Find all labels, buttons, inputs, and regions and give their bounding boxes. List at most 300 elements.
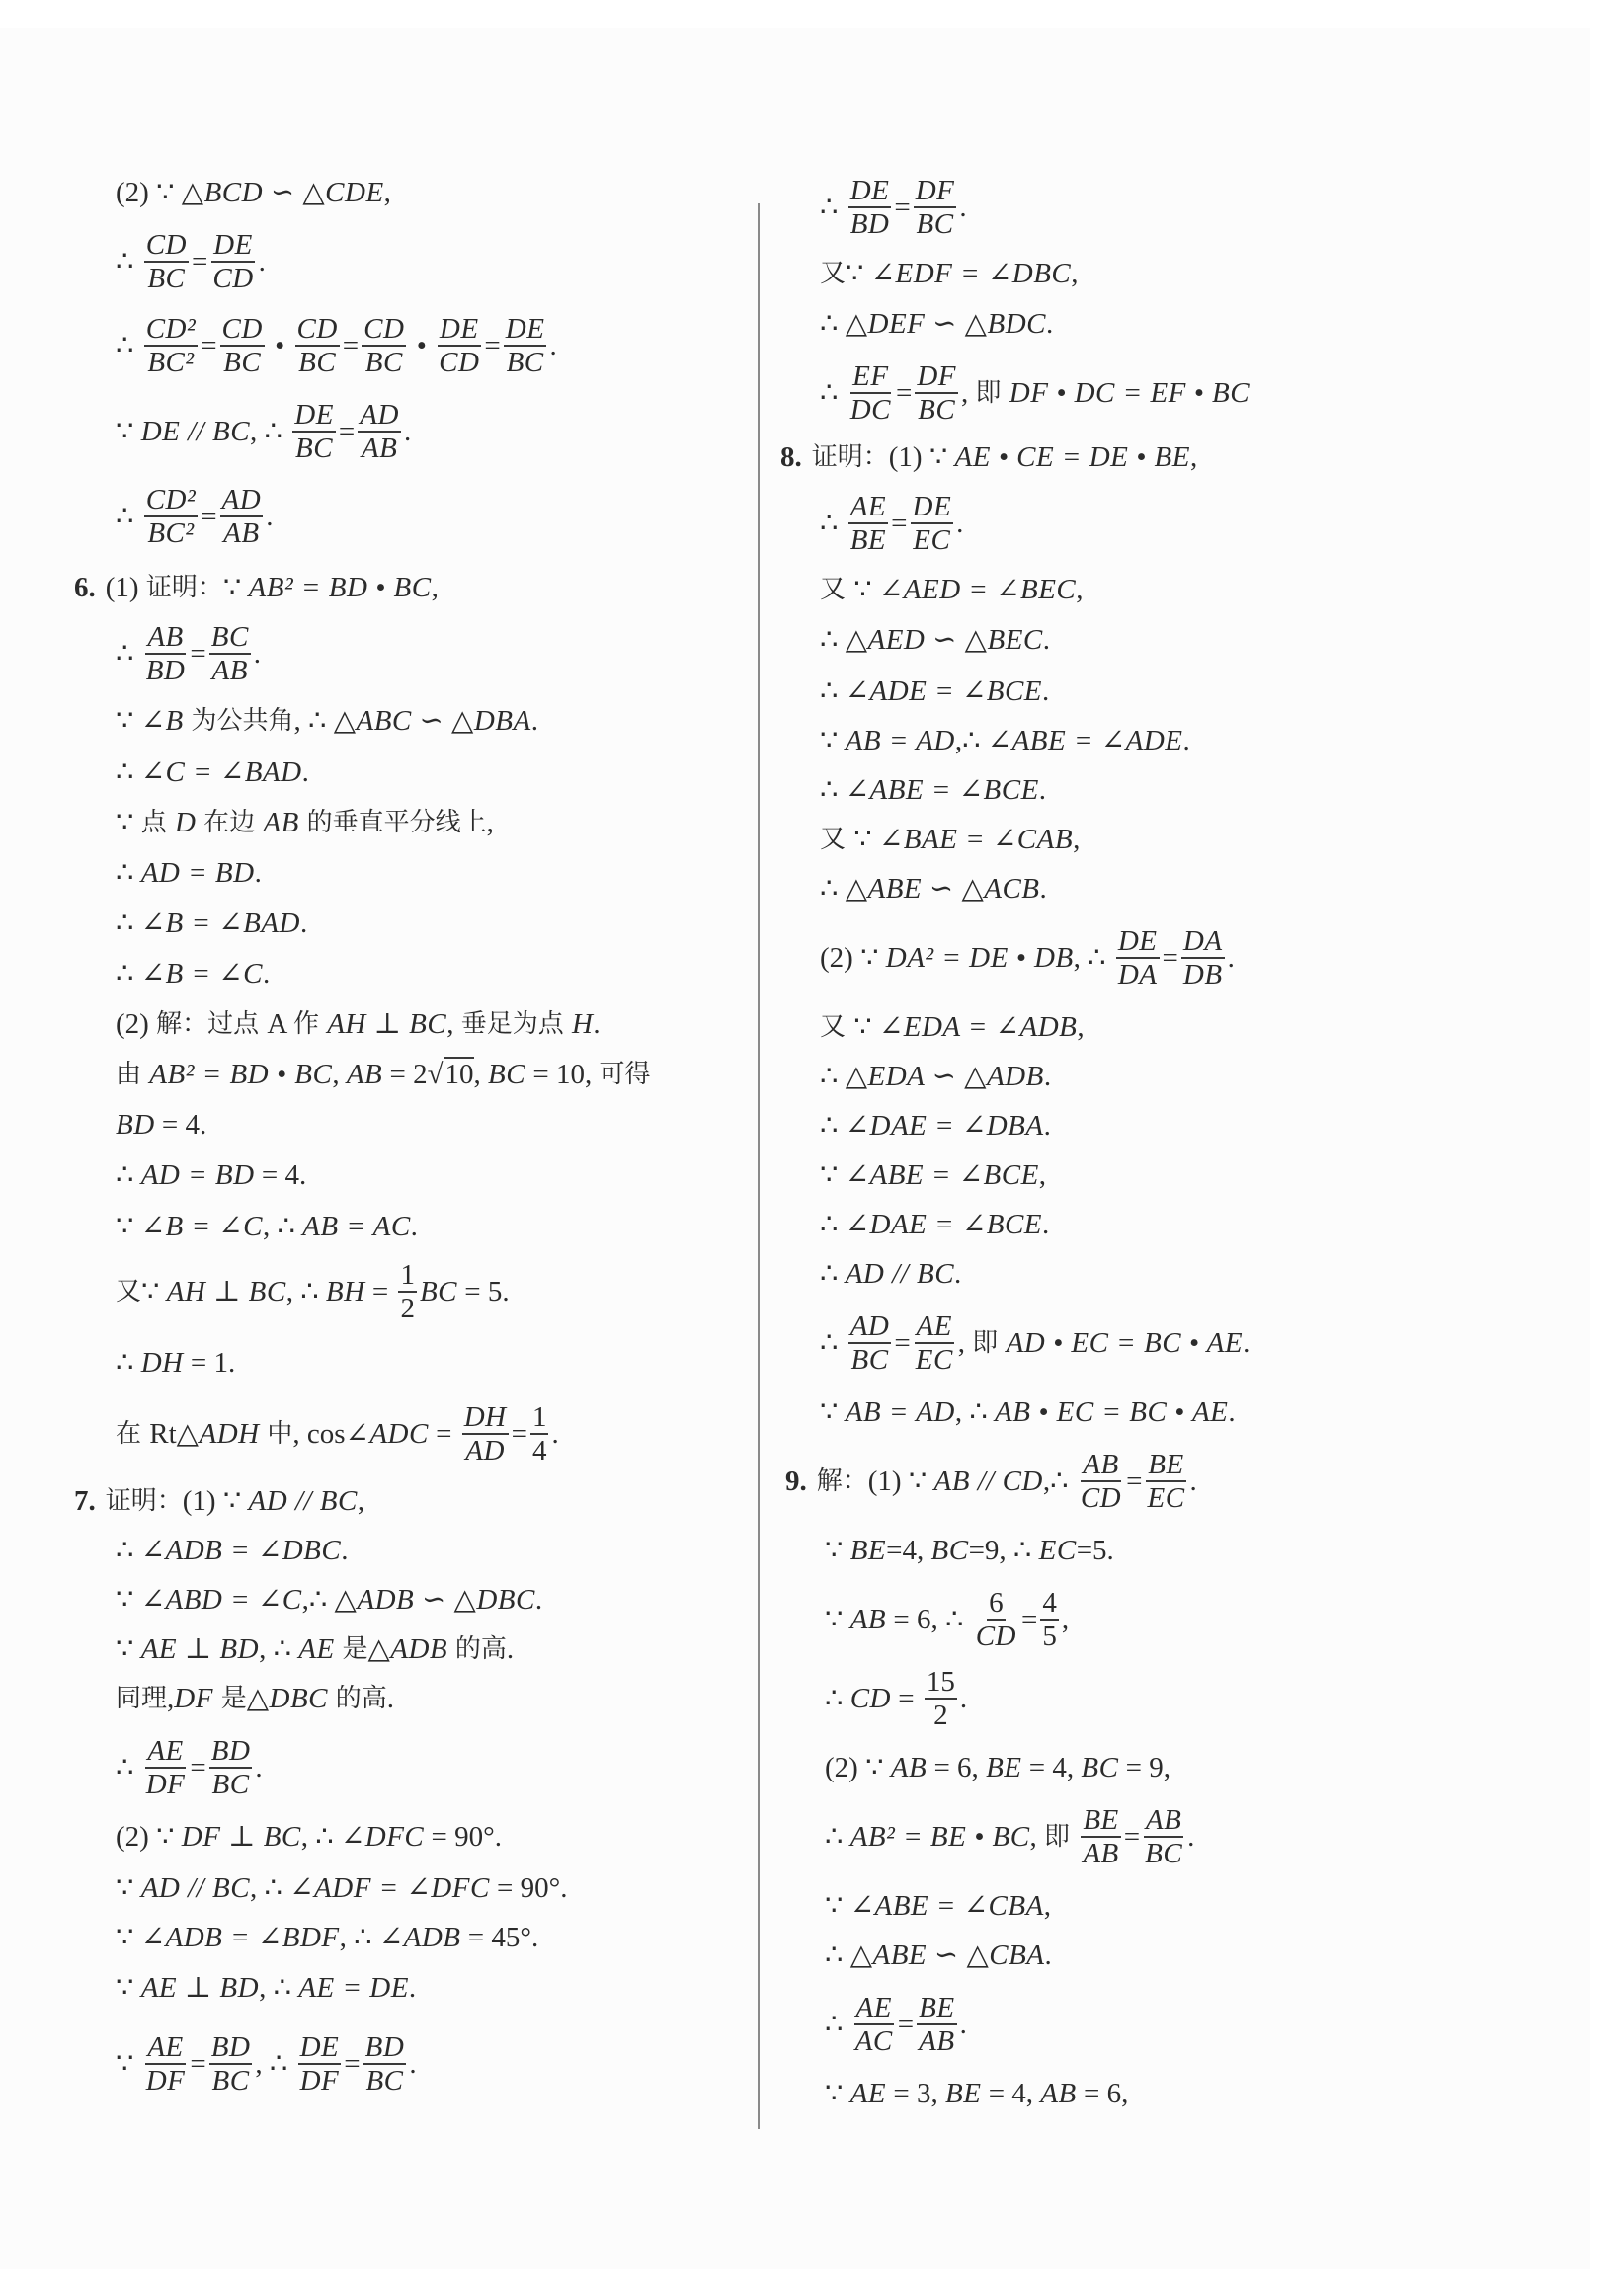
math-expression: △BCD ∽ △CDE: [181, 177, 384, 208]
text: =9, ∴: [968, 1535, 1039, 1566]
text: ,: [1029, 1821, 1045, 1853]
math-expression: AB: [263, 807, 307, 838]
text: =: [891, 508, 908, 539]
denominator: BC: [298, 347, 337, 378]
solution-line: [116, 1006, 601, 1042]
text: .: [954, 1258, 962, 1290]
numerator: BE: [1148, 1449, 1184, 1480]
math-expression: AB • EC = BC • AE: [995, 1396, 1229, 1428]
radicand: 10: [444, 1059, 474, 1090]
numerator: DE: [912, 491, 952, 522]
text: , ∴: [285, 1276, 326, 1307]
text: = 9,: [1118, 1752, 1171, 1783]
denominator: EC: [1147, 1482, 1185, 1514]
problem-number: 7.: [74, 1485, 96, 1517]
math-expression: BE: [849, 1535, 887, 1566]
text: , ∴: [339, 1922, 379, 1953]
numerator: BD: [210, 2031, 251, 2063]
text: =: [894, 1327, 911, 1359]
solution-line: [785, 1449, 1197, 1514]
denominator: CD: [212, 263, 254, 294]
solution-line: [820, 622, 1050, 658]
text: ,: [1189, 441, 1198, 473]
denominator: DF: [145, 1769, 186, 1800]
text: .: [549, 330, 557, 361]
denominator: CD: [975, 1621, 1016, 1652]
text: ,: [431, 572, 439, 603]
chinese-text: 在边: [203, 808, 264, 837]
denominator: 4: [531, 1435, 547, 1466]
solution-line: [825, 1804, 1194, 1869]
text: ∵: [116, 1584, 141, 1616]
text: ∴: [820, 1327, 846, 1359]
text: = 45°.: [460, 1922, 539, 1953]
solution-line: [825, 2076, 1128, 2111]
math-expression: ∠B = ∠C: [140, 1211, 263, 1242]
fraction: [209, 2031, 253, 2097]
numerator: AB: [147, 621, 184, 653]
numerator: BD: [210, 1735, 251, 1767]
math-expression: ∠ADC: [345, 1418, 429, 1450]
text: ,: [1061, 1604, 1070, 1635]
chinese-text: 证明：: [145, 573, 223, 602]
denominator: BC: [295, 433, 334, 464]
text: = 1.: [183, 1347, 236, 1379]
text: ∴: [116, 1535, 141, 1566]
numerator: DA: [1182, 925, 1223, 957]
text: ,: [332, 1059, 347, 1090]
text: =: [511, 1418, 527, 1450]
math-expression: AD // BC: [248, 1485, 358, 1517]
text: .: [255, 1752, 263, 1783]
text: ∴: [116, 756, 141, 788]
numerator: AD: [221, 484, 262, 515]
solution-line: [825, 1533, 1114, 1568]
solution-line: [825, 1750, 1170, 1785]
text: .: [1039, 873, 1047, 905]
fraction: [915, 360, 958, 426]
solution-line: [116, 855, 262, 891]
fraction: [437, 313, 481, 378]
text: (2) ∵: [820, 942, 886, 974]
denominator: 2: [933, 1700, 948, 1731]
text: ,: [383, 177, 391, 208]
text: ∵: [853, 574, 879, 605]
chinese-text: 的垂直平分线上: [306, 808, 487, 837]
chinese-text: 在: [116, 1419, 150, 1449]
denominator: AB: [211, 655, 248, 686]
numerator: BD: [364, 2031, 405, 2063]
denominator: BC: [211, 1769, 250, 1800]
solution-line: [820, 1256, 961, 1292]
math-expression: ∠EDF = ∠DBC: [870, 258, 1072, 289]
math-expression: D: [174, 807, 204, 838]
fraction: [1079, 1449, 1123, 1514]
text: ∵: [825, 1890, 850, 1922]
text: (2) ∵: [116, 177, 182, 208]
text: ∴: [820, 774, 846, 806]
numerator: DE: [849, 175, 890, 206]
solution-line: [116, 1057, 650, 1092]
text: ∴: [825, 1940, 850, 1971]
math-expression: BC: [1081, 1752, 1119, 1783]
math-expression: AB: [346, 1059, 383, 1090]
chinese-text: 点: [140, 808, 175, 837]
text: ∵: [825, 2078, 850, 2109]
text: .: [1038, 774, 1047, 806]
math-expression: AE • CE = DE • BE: [954, 441, 1190, 473]
math-expression: ∠B: [140, 705, 192, 737]
solution-line: [825, 1888, 1051, 1924]
math-expression: AE ⊥ BD: [140, 1972, 260, 2004]
math-expression: ∠ABE = ∠ADE: [987, 725, 1183, 756]
text: = 90°.: [424, 1821, 502, 1853]
solution-line: [116, 1970, 416, 2006]
fraction: [295, 313, 340, 378]
solution-line: [820, 1157, 1046, 1193]
text: =: [484, 330, 501, 361]
fraction: [144, 229, 189, 294]
numerator: DE: [439, 313, 479, 345]
chinese-text: 证明：: [105, 1486, 183, 1516]
numerator: AE: [849, 491, 887, 522]
fraction: [914, 175, 957, 240]
denominator: BC: [223, 347, 262, 378]
denominator: BD: [145, 655, 186, 686]
numerator: DH: [463, 1401, 507, 1433]
text: =: [190, 2048, 206, 2080]
solution-line: [116, 621, 261, 686]
fraction: [209, 1735, 253, 1800]
math-expression: △DBC: [246, 1683, 336, 1714]
numerator: CD: [221, 313, 263, 345]
solution-line: [116, 906, 307, 941]
text: .: [403, 416, 412, 447]
solution-line: [825, 1992, 967, 2057]
fraction: [144, 2031, 188, 2097]
text: (1) ∵: [867, 1465, 934, 1497]
fraction: [925, 1666, 957, 1731]
solution-line: [116, 1735, 263, 1800]
solution-line: [116, 1157, 306, 1193]
text: ∵: [222, 572, 249, 603]
text: =: [201, 330, 217, 361]
numerator: AD: [849, 1310, 890, 1342]
fraction: [398, 1259, 417, 1324]
denominator: AB: [1083, 1838, 1119, 1869]
fraction: [292, 399, 336, 464]
denominator: DF: [145, 2065, 186, 2097]
denominator: DB: [1182, 959, 1223, 990]
chinese-text: 为公共角: [191, 706, 294, 736]
text: .: [593, 1008, 601, 1040]
text: .: [1189, 1465, 1197, 1497]
text: .: [959, 192, 967, 223]
solution-line: [820, 673, 1049, 709]
text: ,: [1038, 1159, 1047, 1191]
denominator: BC: [365, 2065, 404, 2097]
math-expression: BC: [488, 1059, 526, 1090]
solution-line: [116, 1920, 538, 1955]
text: ∴: [825, 1683, 850, 1714]
text: = 4.: [154, 1109, 207, 1141]
text: ∴: [116, 958, 141, 990]
text: .: [408, 1972, 417, 2004]
text: .: [534, 1584, 543, 1616]
numerator: 1: [531, 1401, 547, 1433]
text: ,: [167, 1683, 175, 1714]
text: , ∴: [300, 1821, 341, 1853]
text: .: [1043, 1110, 1051, 1142]
math-expression: BE: [945, 2078, 982, 2109]
numerator: AE: [147, 2031, 184, 2063]
text: ∵: [825, 1604, 850, 1635]
text: =: [192, 246, 208, 277]
math-expression: CD: [849, 1683, 891, 1714]
solution-line: [820, 1059, 1051, 1094]
math-expression: AE: [298, 1633, 343, 1665]
text: .: [1042, 675, 1050, 707]
chinese-text: 解：过点: [156, 1009, 268, 1039]
fraction: [220, 484, 264, 549]
solution-line: [820, 306, 1053, 342]
text: ∴: [820, 1110, 846, 1142]
text: =: [190, 1752, 206, 1783]
denominator: AD: [465, 1435, 505, 1466]
text: ∵: [116, 1633, 141, 1665]
text: .: [262, 958, 271, 990]
text: =: [338, 416, 356, 447]
text: .: [409, 2048, 417, 2080]
denominator: BC: [147, 263, 186, 294]
fraction: [853, 1992, 895, 2057]
text: =: [894, 192, 911, 223]
chinese-text: 的高: [335, 1684, 387, 1713]
text: •: [409, 330, 435, 361]
text: =: [1021, 1604, 1038, 1635]
math-expression: DF ⊥ BC: [181, 1821, 301, 1853]
solution-line: [825, 1666, 967, 1731]
chinese-text: 即: [972, 1328, 1007, 1358]
chinese-text: 由: [116, 1060, 150, 1089]
math-expression: ∠C = ∠BAD: [140, 756, 302, 788]
math-expression: AD • EC = BC • AE: [1006, 1327, 1244, 1359]
numerator: BC: [210, 621, 249, 653]
text: .: [258, 246, 266, 277]
denominator: BC: [916, 208, 954, 240]
chinese-text: 又: [820, 575, 854, 604]
numerator: CD: [296, 313, 338, 345]
text: .: [1227, 942, 1235, 974]
text: ∵: [116, 2048, 141, 2080]
math-expression: ∠ABE = ∠BCE: [845, 1159, 1039, 1191]
text: ∴: [116, 857, 141, 889]
text: .: [301, 756, 309, 788]
numerator: CD²: [145, 484, 197, 515]
answer-page: [0, 28, 1590, 2269]
text: ∵: [141, 1276, 167, 1307]
math-expression: ∠ADB = ∠DBC: [140, 1535, 342, 1566]
numerator: AB: [1145, 1804, 1182, 1836]
text: .: [253, 638, 262, 670]
solution-line: [74, 570, 439, 605]
math-expression: ∠ADF = ∠DFC: [289, 1872, 490, 1904]
math-expression: AE = DE: [298, 1972, 409, 2004]
text: ∴: [116, 908, 141, 939]
text: ∵: [116, 705, 141, 737]
text: ∵: [820, 1396, 846, 1428]
solution-line: [820, 572, 1084, 607]
text: ,: [961, 377, 976, 409]
numerator: AE: [855, 1992, 892, 2023]
fraction: [914, 1310, 955, 1376]
text: .: [1044, 1940, 1052, 1971]
chinese-text: 即: [1044, 1822, 1079, 1852]
denominator: 2: [400, 1293, 415, 1324]
denominator: AB: [361, 433, 398, 464]
math-expression: ∠AED = ∠BEC: [878, 574, 1077, 605]
numerator: DF: [917, 360, 957, 392]
text: = 5.: [457, 1276, 510, 1307]
solution-line: [116, 229, 266, 294]
text: (2) ∵: [116, 1821, 182, 1853]
solution-line: [820, 925, 1235, 990]
math-expression: DH: [140, 1347, 184, 1379]
math-expression: ∠B = ∠C: [140, 958, 263, 990]
text: .: [410, 1211, 418, 1242]
text: .: [1045, 308, 1054, 340]
text: , ∴: [250, 1872, 290, 1904]
text: ,: [957, 1327, 973, 1359]
text: ,: [1071, 258, 1079, 289]
numerator: EF: [852, 360, 889, 392]
math-expression: △ABE ∽ △CBA: [849, 1940, 1045, 1971]
math-expression: AB: [890, 1752, 928, 1783]
math-expression: AB² = BD • BC: [248, 572, 432, 603]
text: , ∴: [250, 416, 290, 447]
text: ∴: [116, 1347, 141, 1379]
text: .: [341, 1535, 349, 1566]
text: =: [1123, 1821, 1141, 1853]
chinese-text: 可得: [599, 1060, 651, 1089]
text: ∴: [116, 1159, 141, 1191]
fraction: [848, 1310, 892, 1376]
text: ∵: [820, 725, 846, 756]
math-expression: BC: [930, 1535, 969, 1566]
math-expression: BH: [325, 1276, 365, 1307]
math-expression: AB = AD: [845, 725, 955, 756]
text: ∵: [853, 1011, 879, 1043]
text: ,: [1076, 574, 1084, 605]
solution-line: [820, 360, 1250, 426]
denominator: AC: [854, 2025, 893, 2057]
math-expression: AB = AD: [845, 1396, 955, 1428]
solution-line: [825, 1587, 1069, 1652]
math-expression: ∠DFC: [340, 1821, 425, 1853]
math-expression: AB // CD: [933, 1465, 1043, 1497]
column-divider: [758, 203, 760, 2129]
numerator: AE: [916, 1310, 952, 1342]
fraction: [1181, 925, 1225, 990]
text: (1) ∵: [182, 1485, 249, 1517]
square-root: [428, 1057, 474, 1092]
fraction: [144, 484, 198, 549]
text: , ∴: [255, 2048, 295, 2080]
denominator: BE: [849, 524, 887, 556]
math-expression: △EDA ∽ △ADB: [845, 1061, 1044, 1092]
problem-number: 9.: [785, 1465, 807, 1497]
denominator: BC: [211, 2065, 250, 2097]
text: =: [342, 330, 360, 361]
math-expression: ∠DAE = ∠BCE: [845, 1209, 1043, 1240]
fraction: [363, 2031, 407, 2097]
text: ∴: [825, 2009, 850, 2040]
solution-line: [116, 1209, 418, 1244]
denominator: CD: [1080, 1482, 1122, 1514]
text: ,: [1043, 1890, 1052, 1922]
chinese-text: 作: [292, 1009, 328, 1039]
text: ,: [446, 1008, 461, 1040]
numerator: BE: [1083, 1804, 1119, 1836]
math-expression: ∠ABE = ∠BCE: [845, 774, 1039, 806]
text: , ∴: [293, 705, 334, 737]
text: .: [266, 501, 274, 532]
denominator: BC: [850, 1344, 889, 1376]
chinese-text: 又: [820, 259, 847, 288]
denominator: AB: [919, 2025, 955, 2057]
denominator: BC: [506, 347, 544, 378]
math-expression: H: [571, 1008, 594, 1040]
math-expression: △ADH: [176, 1418, 268, 1450]
math-expression: △ADB: [367, 1633, 455, 1665]
text: ∴: [116, 330, 141, 361]
text: ∵: [116, 1972, 141, 2004]
solution-line: [116, 1401, 559, 1466]
text: = 6,: [927, 1752, 987, 1783]
solution-line: [116, 754, 309, 790]
fraction: [530, 1401, 549, 1466]
solution-line: [116, 1533, 349, 1568]
text: ∴: [116, 638, 141, 670]
text: ∵: [116, 1922, 141, 1953]
text: Rt: [149, 1418, 177, 1450]
text: (1) ∵: [888, 441, 955, 473]
text: .: [1228, 1396, 1236, 1428]
text: = 4,: [981, 2078, 1041, 2109]
math-expression: ∠ADB = ∠BDF: [140, 1922, 340, 1953]
numerator: DE: [213, 229, 253, 261]
fraction: [220, 313, 265, 378]
math-expression: △ABE ∽ △ACB: [845, 873, 1040, 905]
math-expression: ∠ABE = ∠CBA: [849, 1890, 1044, 1922]
solution-line: [116, 1107, 206, 1143]
fraction: [917, 1992, 956, 2057]
solution-line: [820, 1310, 1250, 1376]
text: .: [299, 908, 308, 939]
solution-line: [820, 256, 1079, 291]
solution-line: [825, 1938, 1052, 1973]
math-expression: AH ⊥ BC: [166, 1276, 286, 1307]
denominator: BC²: [147, 517, 195, 549]
text: ,: [486, 807, 494, 838]
math-expression: AD = BD: [140, 857, 255, 889]
text: ∵: [116, 807, 141, 838]
text: = 2: [382, 1059, 428, 1090]
fraction: [358, 399, 401, 464]
math-expression: BD: [116, 1109, 155, 1141]
text: .: [956, 508, 964, 539]
text: =: [190, 638, 206, 670]
